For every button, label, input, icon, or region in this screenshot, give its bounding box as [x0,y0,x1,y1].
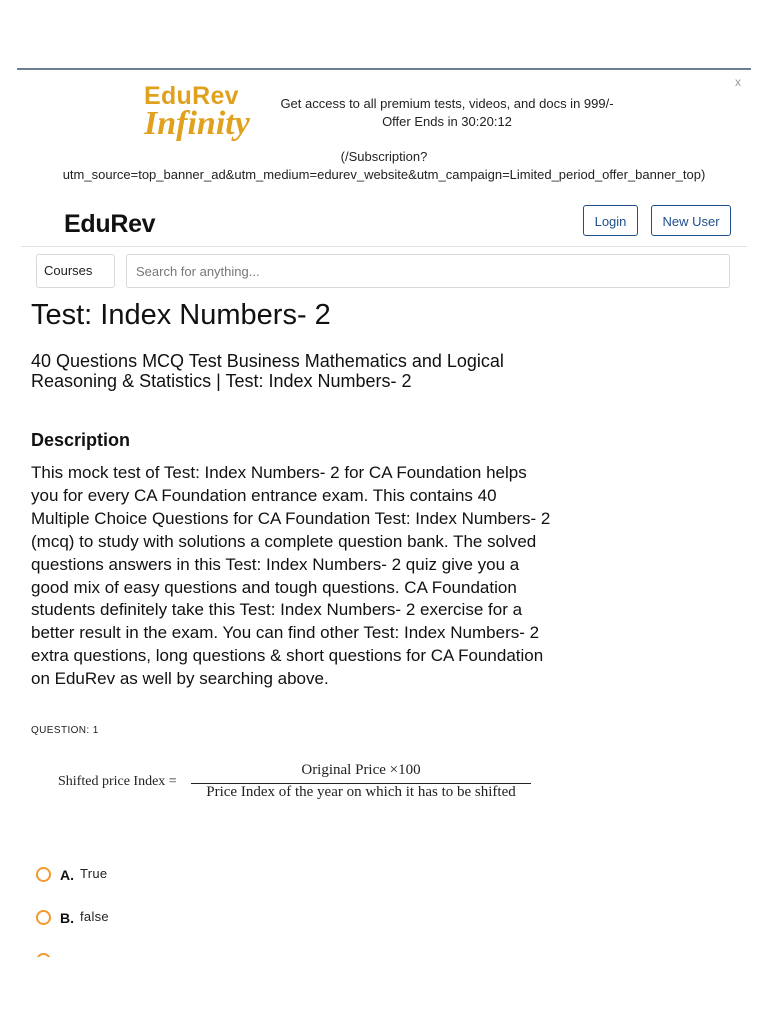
brand-logo[interactable]: EduRev [64,210,156,238]
offer-line: Get access to all premium tests, videos, and docs in 999/- [280,96,614,111]
formula-lhs: Shifted price Index = [58,774,177,789]
banner-subscription-link[interactable] [17,148,751,184]
description-heading: Description [31,430,131,450]
radio-button[interactable] [36,953,51,957]
radio-button[interactable] [36,910,51,925]
option-text: True [80,866,108,881]
question-formula [58,762,538,806]
search-input[interactable] [126,254,730,288]
radio-button[interactable] [36,867,51,882]
page-subtitle: 40 Questions MCQ Test Business Mathematics and Logical Reasoning & Statistics | Test: Index Numbers- 2 [31,351,504,391]
close-icon[interactable]: x [735,75,741,89]
login-button[interactable]: Login [583,205,638,236]
promo-banner [17,68,751,190]
link-line-1: (/Subscription? [340,149,428,164]
logo-infinity-text: Infinity [144,105,250,142]
logo-edurev-text: EduRev [144,82,239,110]
offer-countdown: Offer Ends in 30:20:12 [382,114,512,129]
description-text: This mock test of Test: Index Numbers- 2 for CA Foundation helps you for every CA Foundation entrance exam. This contains 40 Multiple Choice Questions for CA Foundation Test: Index Numbers- 2 (mcq) to study with solutions a complete question bank. The solved questions answers in this Test: Index Numbers- 2 quiz give you a good mix of easy questions and tough questions. CA Foundation students definitely take this Test: Index Numbers- 2 exercise for a better result in the exam. You can find other Test: Index Numbers- 2 extra questions, long questions & short questions for CA Foundation on EduRev as well by searching above. [31,463,551,689]
banner-offer-text[interactable] [257,95,637,131]
site-header [21,196,747,247]
option-letter: A. [60,867,74,883]
link-line-2: utm_source=top_banner_ad&utm_medium=edurev_website&utm_campaign=Limited_period_offer_banner_top) [62,167,706,182]
page-title: Test: Index Numbers- 2 [31,299,331,331]
option-text: false [80,909,109,924]
edurev-infinity-logo[interactable] [144,82,260,150]
courses-dropdown[interactable]: Courses [36,254,115,288]
option-c-partial[interactable] [36,953,51,957]
formula-numerator: Original Price ×100 [301,762,421,778]
formula-denominator: Price Index of the year on which it has to be shifted [206,784,516,800]
option-letter: B. [60,910,74,926]
new-user-button[interactable]: New User [651,205,731,236]
question-number: QUESTION: 1 [31,725,99,736]
